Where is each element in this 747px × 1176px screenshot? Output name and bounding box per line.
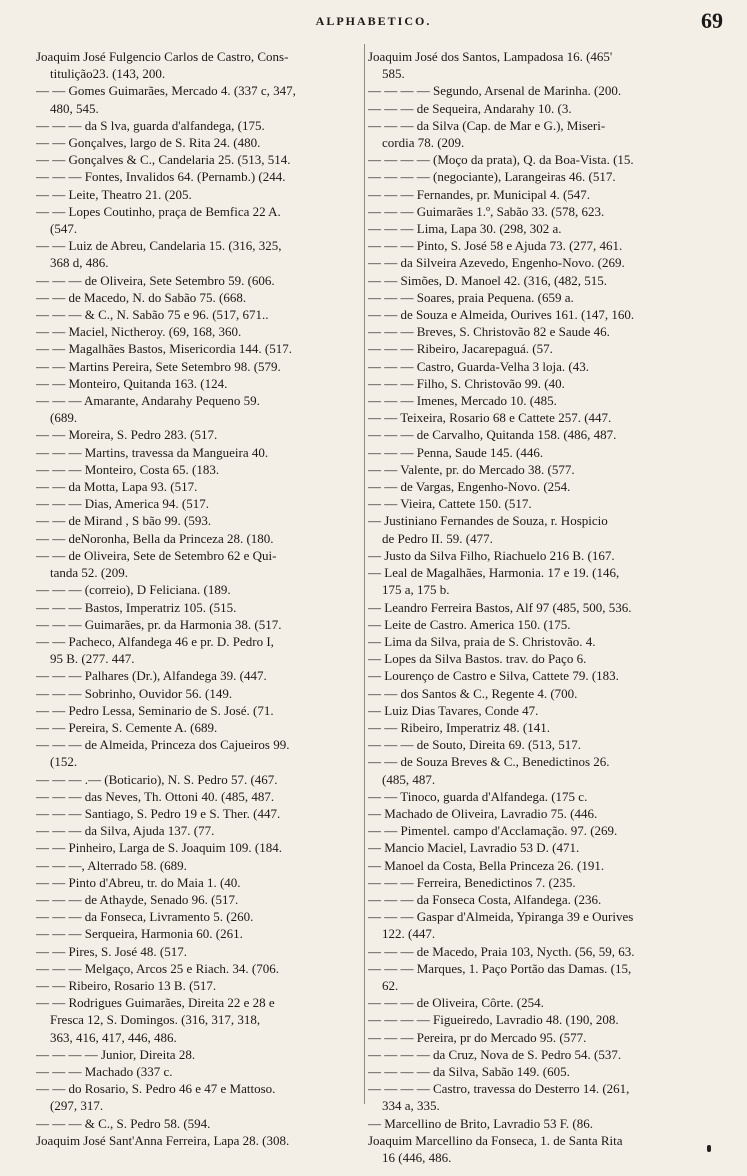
directory-entry [368,392,703,409]
directory-entry [368,151,703,168]
entry-line: — — Ribeiro, Imperatriz 48. (141. [368,719,550,735]
entry-line: — — — da Silva (Cap. de Mar e G.), Miseri- [368,117,606,133]
entry-line: — — — Bastos, Imperatriz 105. (515. [36,599,237,615]
directory-entry [36,736,366,770]
entry-line: — — — da S lva, guarda d'alfandega, (175. [36,117,265,133]
directory-entry [368,512,703,546]
directory-entry [368,254,703,271]
entry-line: — — — da Fonseca Costa, Alfandega. (236. [368,891,602,907]
entry-line: — — — Melgaço, Arcos 25 e Riach. 34. (706. [36,960,279,976]
directory-entry [36,960,366,977]
entry-line: — Lima da Silva, praia de S. Christovão. 4. [368,633,596,649]
entry-line: — Leandro Ferreira Bastos, Alf 97 (485, 500, 536. [368,599,632,615]
directory-entry [36,237,366,271]
directory-entry [368,633,703,650]
directory-entry [368,547,703,564]
entry-line: — — — Monteiro, Costa 65. (183. [36,461,220,477]
directory-entry [368,599,703,616]
entry-line: — — de Vargas, Engenho-Novo. (254. [368,479,571,495]
entry-line: — — Pedro Lessa, Seminario de S. José. (71. [36,702,274,718]
entry-line: — — da Silveira Azevedo, Engenho-Novo. (269. [368,255,625,271]
directory-entry [36,908,366,925]
directory-entry [36,788,366,805]
directory-entry [36,1046,366,1063]
directory-entry [36,444,366,461]
directory-entry [36,358,366,375]
entry-line: — — da Motta, Lapa 93. (517. [36,479,198,495]
directory-entry [368,857,703,874]
entry-line: — — — Machado (337 c. [36,1063,173,1079]
entry-line: — — Simões, D. Manoel 42. (316, (482, 515. [368,272,608,288]
entry-line: — — — Guimarães 1.º, Sabão 33. (578, 623. [368,203,605,219]
directory-entry [36,272,366,289]
entry-line: — — — Guimarães, pr. da Harmonia 38. (517. [36,616,282,632]
directory-entry [36,719,366,736]
directory-entry [36,685,366,702]
entry-line: Joaquim José Sant'Anna Ferreira, Lapa 28. (308. [36,1132,290,1148]
entry-line: — — Maciel, Nictheroy. (69, 168, 360. [36,324,242,340]
directory-entry [368,323,703,340]
entry-line: — Justo da Silva Filho, Riachuelo 216 B. (167. [368,547,615,563]
directory-entry [368,719,703,736]
directory-entry [36,168,366,185]
entry-line: — — — Filho, S. Christovão 99. (40. [368,375,565,391]
entry-line: — — — Sobrinho, Ouvidor 56. (149. [36,685,233,701]
entry-line: — — Ribeiro, Rosario 13 B. (517. [36,977,217,993]
entry-continuation-line: Fresca 12, S. Domingos. (316, 317, 318, [50,1012,261,1028]
directory-entry [368,461,703,478]
right-column [368,48,703,1166]
entry-line: — — — de Oliveira, Sete Setembro 59. (606. [36,272,275,288]
directory-entry [368,788,703,805]
directory-entry [368,186,703,203]
directory-entry [368,289,703,306]
directory-entry [36,581,366,598]
entry-continuation-line: 368 d, 486. [50,255,109,271]
directory-entry [368,650,703,667]
directory-entry [368,667,703,684]
entry-line: — — — .— (Boticario), N. S. Pedro 57. (467. [36,771,278,787]
directory-entry [368,908,703,942]
directory-entry [368,237,703,254]
entry-line: — — — Castro, Guarda-Velha 3 loja. (43. [368,358,589,374]
entry-line: — Leal de Magalhães, Harmonia. 17 e 19. (146, [368,565,620,581]
entry-line: — — Tinoco, guarda d'Alfandega. (175 c. [368,788,588,804]
entry-line: — — — de Almeida, Princeza dos Cajueiros 99. [36,737,290,753]
directory-entry [36,805,366,822]
entry-line: — — Luiz de Abreu, Candelaria 15. (316, 325, [36,238,282,254]
entry-line: — — de Macedo, N. do Sabão 75. (668. [36,289,247,305]
entry-line: — — — Amarante, Andarahy Pequeno 59. [36,393,260,409]
entry-line: — — — Gaspar d'Almeida, Ypiranga 39 e Ourives [368,909,634,925]
directory-entry [368,1063,703,1080]
entry-line: — — — Pinto, S. José 58 e Ajuda 73. (277, 461. [368,238,623,254]
entry-continuation-line: 480, 545. [50,100,99,116]
directory-entry [36,82,366,116]
directory-entry [36,203,366,237]
directory-entry [368,306,703,323]
directory-entry [36,512,366,529]
directory-entry [368,1029,703,1046]
entry-line: — Manoel da Costa, Bella Princeza 26. (191. [368,857,605,873]
entry-line: — — deNoronha, Bella da Princeza 28. (180. [36,530,274,546]
directory-entry [36,702,366,719]
directory-entry [36,151,366,168]
entry-line: Joaquim Marcellino da Fonseca, 1. de Santa Rita [368,1132,623,1148]
directory-entry [36,943,366,960]
entry-line: — — Pires, S. José 48. (517. [36,943,187,959]
entry-line: — — — Ribeiro, Jacarepaguá. (57. [368,341,553,357]
directory-entry [36,1132,366,1149]
entry-line: — — Gomes Guimarães, Mercado 4. (337 c, 347, [36,83,296,99]
entry-line: — — — Dias, America 94. (517. [36,496,209,512]
entry-line: — — — da Fonseca, Livramento 5. (260. [36,909,254,925]
directory-entry [368,272,703,289]
entry-line: — — — — (negociante), Larangeiras 46. (517. [368,169,616,185]
entry-continuation-line: 585. [382,66,405,82]
entry-line: — — — Martins, travessa da Mangueira 40. [36,444,269,460]
entry-line: — — — Imenes, Mercado 10. (485. [368,393,557,409]
entry-line: — — de Souza e Almeida, Ourives 161. (147, 160. [368,307,635,323]
entry-line: — — — de Athayde, Senado 96. (517. [36,891,239,907]
entry-line: — Lopes da Silva Bastos. trav. do Paço 6. [368,651,587,667]
entry-line: — — Pereira, S. Cemente A. (689. [36,719,218,735]
entry-line: — — — — da Cruz, Nova de S. Pedro 54. (537. [368,1046,622,1062]
entry-line: — — — de Oliveira, Côrte. (254. [368,995,544,1011]
entry-line: — — — — Junior, Direita 28. [36,1046,196,1062]
entry-continuation-line: 122. (447. [382,926,436,942]
directory-entry [368,168,703,185]
entry-line: — — — — Figueiredo, Lavradio 48. (190, 208. [368,1012,619,1028]
directory-entry [368,891,703,908]
entry-line: — — — — (Moço da prata), Q. da Boa-Vista. (15. [368,152,634,168]
directory-entry [368,1080,703,1114]
entry-line: — — Gonçalves, largo de S. Rita 24. (480. [36,135,261,151]
entry-line: — — Valente, pr. do Mercado 38. (577. [368,461,575,477]
directory-entry [368,1132,703,1166]
entry-line: — — — de Carvalho, Quitanda 158. (486, 487. [368,427,617,443]
entry-line: — — — Serqueira, Harmonia 60. (261. [36,926,243,942]
entry-line: — — Moreira, S. Pedro 283. (517. [36,427,218,443]
entry-continuation-line: 175 a, 175 b. [382,582,450,598]
directory-entry [36,375,366,392]
entry-line: — — Martins Pereira, Sete Setembro 98. (579. [36,358,281,374]
ink-speck [707,1145,711,1152]
entry-line: — Lourenço de Castro e Silva, Cattete 79. (183. [368,668,619,684]
directory-entry [36,289,366,306]
entry-line: — — Monteiro, Quitanda 163. (124. [36,375,228,391]
directory-entry [36,134,366,151]
directory-entry [36,822,366,839]
entry-continuation-line: (297, 317. [50,1098,104,1114]
page-number: 69 [701,8,723,33]
entry-line: — — — Ferreira, Benedictinos 7. (235. [368,874,576,890]
directory-entry [36,186,366,203]
directory-entry [368,943,703,960]
entry-line: — — Leite, Theatro 21. (205. [36,186,192,202]
entry-line: — — — Penna, Saude 145. (446. [368,444,544,460]
entry-continuation-line: cordia 78. (209. [382,135,465,151]
entry-line: — — — Santiago, S. Pedro 19 e S. Ther. (447. [36,805,281,821]
entry-line: — — Vieira, Cattete 150. (517. [368,496,532,512]
entry-line: — — — das Neves, Th. Ottoni 40. (485, 487. [36,788,275,804]
directory-entry [368,960,703,994]
directory-entry [368,444,703,461]
entry-line: — Justiniano Fernandes de Souza, r. Hospicio [368,513,608,529]
directory-entry [368,874,703,891]
directory-entry [368,48,703,82]
directory-entry [368,822,703,839]
entry-line: — — — Marques, 1. Paço Portão das Damas. (15, [368,960,632,976]
entry-line: — — — Palhares (Dr.), Alfandega 39. (447. [36,668,267,684]
directory-entry [36,392,366,426]
directory-entry [368,736,703,753]
entry-line: — Leite de Castro. America 150. (175. [368,616,571,632]
entry-line: — — — Fontes, Invalidos 64. (Pernamb.) (244. [36,169,286,185]
directory-entry [36,478,366,495]
directory-entry [368,753,703,787]
directory-entry [36,1115,366,1132]
directory-entry [36,117,366,134]
entry-continuation-line: 95 B. (277. 447. [50,651,135,667]
directory-entry [36,874,366,891]
directory-entry [36,599,366,616]
directory-entry [36,857,366,874]
entry-line: — — Magalhães Bastos, Misericordia 144. (517. [36,341,292,357]
directory-entry [368,994,703,1011]
directory-entry [368,220,703,237]
directory-entry [36,771,366,788]
directory-entry [36,306,366,323]
directory-entry [36,426,366,443]
directory-entry [368,478,703,495]
entry-continuation-line: (152. [50,754,78,770]
entry-line: — — — — Castro, travessa do Desterro 14. (261, [368,1081,630,1097]
entry-line: — — — de Sequeira, Andarahy 10. (3. [368,100,572,116]
directory-entry [36,1080,366,1114]
directory-entry [368,564,703,598]
entry-line: — — —, Alterrado 58. (689. [36,857,187,873]
entry-continuation-line: 334 a, 335. [382,1098,440,1114]
directory-entry [36,530,366,547]
entry-line: — — Lopes Coutinho, praça de Bemfica 22 A. [36,203,281,219]
entry-line: — — Pinto d'Abreu, tr. do Maia 1. (40. [36,874,241,890]
entry-continuation-line: titulição23. (143, 200. [50,66,166,82]
entry-continuation-line: 16 (446, 486. [382,1150,452,1165]
directory-entry [36,891,366,908]
directory-entry [36,547,366,581]
directory-entry [368,358,703,375]
directory-entry [368,685,703,702]
entry-line: — — — de Souto, Direita 69. (513, 517. [368,737,582,753]
directory-entry [368,100,703,117]
entry-continuation-line: de Pedro II. 59. (477. [382,530,493,546]
entry-line: Joaquim José Fulgencio Carlos de Castro, Cons- [36,49,289,64]
entry-continuation-line: (547. [50,221,78,237]
directory-entry [368,702,703,719]
entry-line: Joaquim José dos Santos, Lampadosa 16. (465' [368,49,613,64]
directory-entry [368,1046,703,1063]
directory-entry [368,82,703,99]
entry-line: — — — — Segundo, Arsenal de Marinha. (200. [368,83,622,99]
entry-line: — — — Lima, Lapa 30. (298, 302 a. [368,221,562,237]
directory-entry [36,1063,366,1080]
entry-line: — — de Oliveira, Sete de Setembro 62 e Qui- [36,547,277,563]
entry-line: — — Pacheco, Alfandega 46 e pr. D. Pedro I, [36,633,274,649]
directory-entry [368,1115,703,1132]
entry-line: — — de Mirand , S bão 99. (593. [36,513,212,529]
entry-line: — — — de Macedo, Praia 103, Nycth. (56, 59, 63. [368,943,635,959]
directory-entry [36,323,366,340]
directory-entry [36,340,366,357]
entry-line: — — Teixeira, Rosario 68 e Cattete 257. (447. [368,410,612,426]
entry-line: — — — Pereira, pr do Mercado 95. (577. [368,1029,587,1045]
entry-line: — Machado de Oliveira, Lavradio 75. (446. [368,805,598,821]
directory-entry [368,805,703,822]
entry-line: — Luiz Dias Tavares, Conde 47. [368,702,539,718]
entry-continuation-line: tanda 52. (209. [50,565,128,581]
directory-entry [36,495,366,512]
directory-entry [368,409,703,426]
directory-entry [36,925,366,942]
directory-entry [368,375,703,392]
directory-entry [36,994,366,1046]
entry-line: — — Rodrigues Guimarães, Direita 22 e 28 e [36,995,275,1011]
directory-entry [36,839,366,856]
directory-entry [36,48,366,82]
left-column [36,48,366,1149]
entry-line: — — dos Santos & C., Regente 4. (700. [368,685,578,701]
directory-entry [368,495,703,512]
directory-entry [36,667,366,684]
entry-line: — — — & C., N. Sabão 75 e 96. (517, 671.. [36,307,269,323]
directory-entry [368,616,703,633]
directory-entry [368,426,703,443]
entry-line: — Marcellino de Brito, Lavradio 53 F. (86. [368,1115,593,1131]
entry-line: — — de Souza Breves & C., Benedictinos 26. [368,754,610,770]
entry-continuation-line: (485, 487. [382,771,436,787]
entry-line: — — Pinheiro, Larga de S. Joaquim 109. (184. [36,840,283,856]
directory-entry [36,977,366,994]
entry-line: — — — Fernandes, pr. Municipal 4. (547. [368,186,591,202]
directory-entry [36,616,366,633]
entry-line: — — — & C., S. Pedro 58. (594. [36,1115,211,1131]
entry-line: — — — Soares, praia Pequena. (659 a. [368,289,574,305]
directory-entry [368,340,703,357]
entry-continuation-line: (689. [50,410,78,426]
entry-line: — — — — da Silva, Sabão 149. (605. [368,1063,570,1079]
directory-entry [368,117,703,151]
entry-line: — — Gonçalves & C., Candelaria 25. (513, 514. [36,152,291,168]
directory-entry [36,461,366,478]
directory-entry [36,633,366,667]
entry-line: — — Pimentel. campo d'Acclamação. 97. (269. [368,823,618,839]
directory-entry [368,1011,703,1028]
directory-entry [368,839,703,856]
entry-line: — Mancio Maciel, Lavradio 53 D. (471. [368,840,580,856]
entry-continuation-line: 363, 416, 417, 446, 486. [50,1029,177,1045]
entry-line: — — — Breves, S. Christovão 82 e Saude 46. [368,324,610,340]
entry-line: — — — da Silva, Ajuda 137. (77. [36,823,215,839]
page-header-title: ALPHABETICO. [315,14,432,28]
entry-continuation-line: 62. [382,977,399,993]
entry-line: — — do Rosario, S. Pedro 46 e 47 e Mattoso. [36,1081,276,1097]
entry-line: — — — (correio), D Feliciana. (189. [36,582,231,598]
directory-entry [368,203,703,220]
